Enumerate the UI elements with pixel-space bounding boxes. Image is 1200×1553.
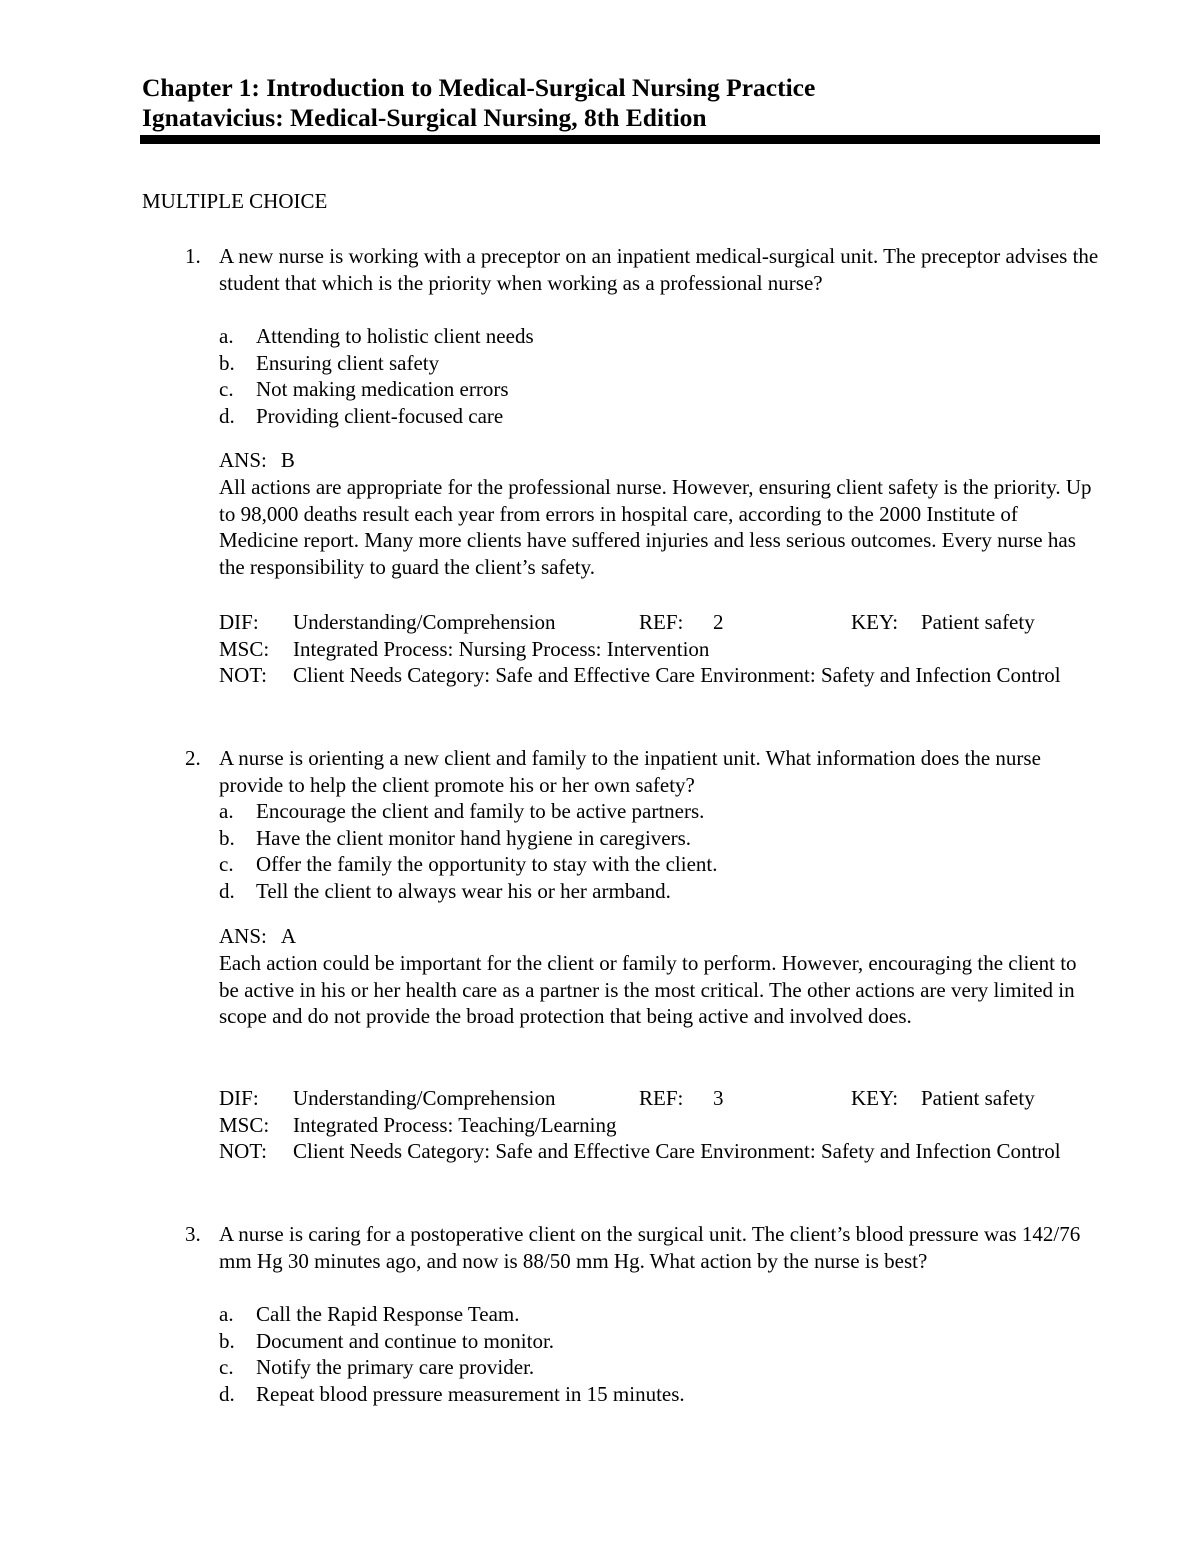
ref-label: REF: [639,610,684,634]
msc-value: Integrated Process: Nursing Process: Intervention [293,636,710,661]
rationale: Each action could be important for the client or family to perform. However, encouraging the client to be active in his or her health care as a partner is the most critical. The other actions are very limited in scope and do not provide the broad protection that being active and involved does. [219,951,1077,1029]
dif-value: Understanding/Comprehension [293,1086,556,1110]
option-text: Call the Rapid Response Team. [256,1302,520,1326]
option-text: Notify the primary care provider. [256,1355,535,1380]
question-stem: A new nurse is working with a preceptor on an inpatient medical-surgical unit. The preceptor advises the student that which is the priority when working as a professional nurse? [219,244,1099,295]
ref-label: REF: [639,1086,684,1110]
option-text: Repeat blood pressure measurement in 15 minutes. [256,1382,685,1407]
book-title: Ignatavicius: Medical-Surgical Nursing, 8th Edition [142,103,707,132]
ref-value: 3 [713,1086,724,1110]
dif-label: DIF: [219,610,259,634]
option-text: Offer the family the opportunity to stay with the client. [256,852,718,877]
answer-value: A [280,924,297,948]
option-text: Not making medication errors [256,377,509,402]
option-text: Have the client monitor hand hygiene in caregivers. [256,825,692,850]
option-letter: c. [219,377,234,402]
metadata-row [219,1085,1099,1112]
ref-value: 2 [713,610,724,634]
option-letter: b. [219,825,235,850]
option-text: Ensuring client safety [256,350,440,375]
option-letter: c. [219,1355,234,1380]
metadata-row [219,1112,1099,1139]
question-stem: A nurse is caring for a postoperative client on the surgical unit. The client’s blood pressure was 142/76 mm Hg 30 minutes ago, and now is 88/50 mm Hg. What action by the nurse is best? [219,1222,1081,1273]
option-text: Document and continue to monitor. [256,1328,555,1353]
option-letter: b. [219,350,235,375]
answer-label: ANS: [219,448,267,472]
not-value: Client Needs Category: Safe and Effective Care Environment: Safety and Infection Control [293,663,1061,688]
rationale: All actions are appropriate for the professional nurse. However, ensuring client safety is the priority. Up to 98,000 deaths result each year from errors in hospital care, according to the 2000 Institute of Medicine report. Many more clients have suffered injuries and less serious outcomes. Every nurse has the responsibility to guard the client’s safety. [219,475,1092,580]
option-letter: b. [219,1328,235,1353]
answer-value: B [280,448,295,472]
question-number: 3. [185,1222,201,1246]
not-value: Client Needs Category: Safe and Effective Care Environment: Safety and Infection Control [293,1139,1061,1164]
option-letter: c. [219,852,234,877]
metadata [219,1085,1099,1165]
option-letter: a. [219,799,234,823]
option-letter: a. [219,324,234,348]
option-text: Encourage the client and family to be active partners. [256,799,705,823]
not-row [219,662,1099,689]
not-label: NOT: [219,663,267,688]
dif-value: Understanding/Comprehension [293,610,556,634]
key-label: KEY: [851,1086,899,1110]
dif-label: DIF: [219,1086,259,1110]
option-text: Tell the client to always wear his or her armband. [256,879,671,904]
msc-label: MSC: [219,1112,270,1137]
answer-line [219,447,295,474]
metadata-row [219,609,1099,636]
question-number: 2. [185,746,201,770]
section-title: MULTIPLE CHOICE [142,189,328,213]
option-letter: a. [219,1302,234,1326]
option-letter: d. [219,404,235,429]
question-number: 1. [185,244,201,268]
header-rule [140,135,1100,144]
question-stem: A nurse is orienting a new client and family to the inpatient unit. What information does the nurse provide to help the client promote his or her own safety? [219,746,1041,797]
key-value: Patient safety [921,610,1035,634]
chapter-title: Chapter 1: Introduction to Medical-Surgical Nursing Practice [142,73,816,102]
metadata [219,609,1099,689]
key-label: KEY: [851,610,899,634]
not-row [219,1138,1099,1165]
not-label: NOT: [219,1139,267,1164]
option-letter: d. [219,1382,235,1407]
option-text: Providing client-focused care [256,404,504,429]
msc-value: Integrated Process: Teaching/Learning [293,1112,617,1137]
option-letter: d. [219,879,235,904]
msc-label: MSC: [219,636,270,661]
key-value: Patient safety [921,1086,1035,1110]
option-text: Attending to holistic client needs [256,324,534,348]
answer-label: ANS: [219,924,267,948]
answer-line [219,923,296,950]
metadata-row [219,636,1099,663]
